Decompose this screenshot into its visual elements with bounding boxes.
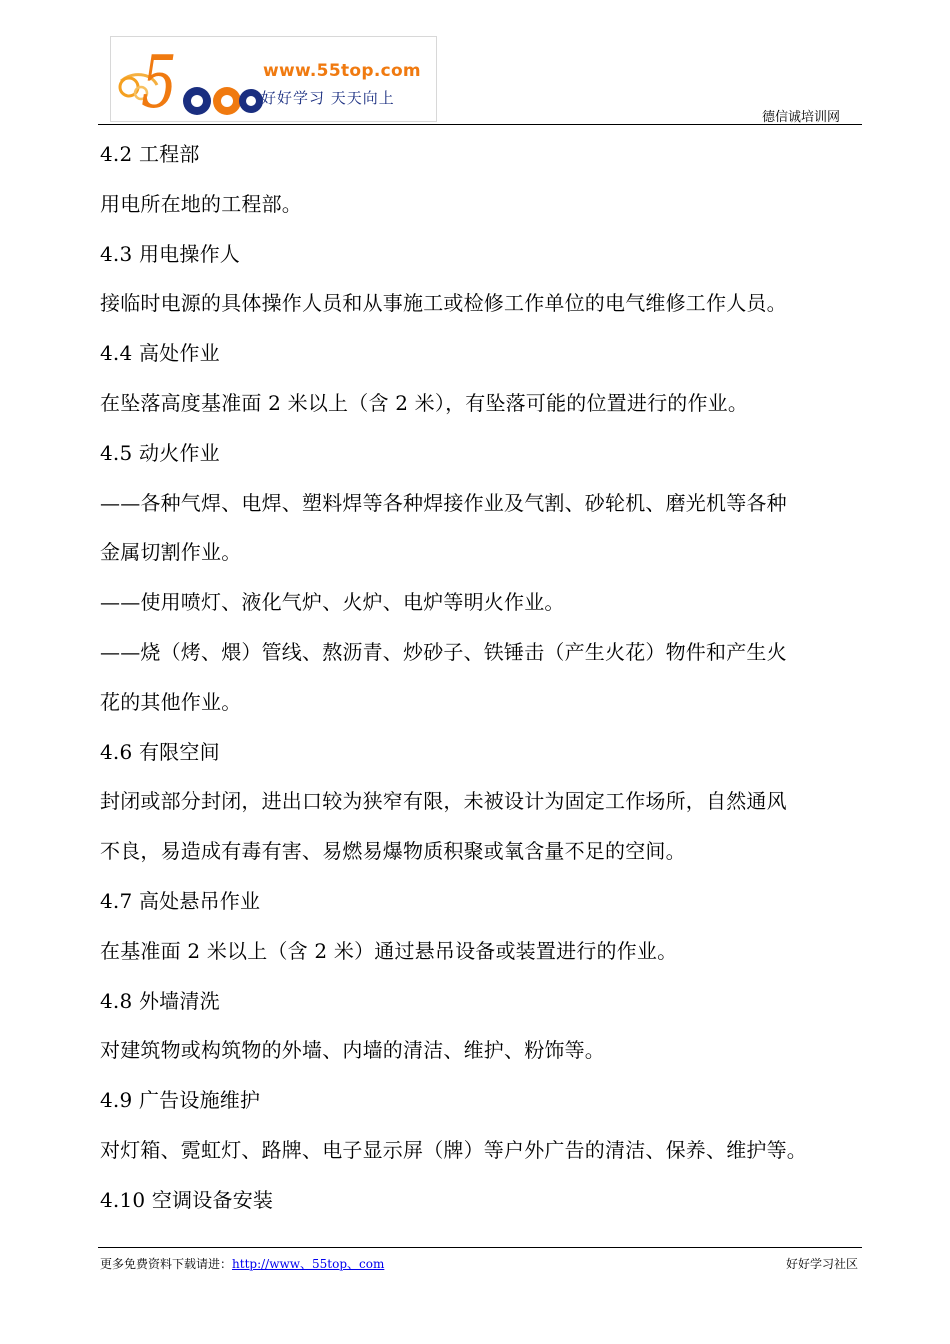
site-logo[interactable] (110, 36, 437, 122)
footer-label: 更多免费资料下载请进： (100, 1257, 233, 1271)
section-heading: 4.7 高处悬吊作业 (100, 888, 261, 913)
paragraph-line: 不良，易造成有毒有害、易燃易爆物质积聚或氧含量不足的空间。 (100, 839, 686, 864)
footer-community: 好好学习社区 (785, 1257, 858, 1271)
section-heading: 4.10 空调设备安装 (100, 1187, 274, 1212)
section-heading: 4.5 动火作业 (100, 440, 220, 465)
site-name: 德信诚培训网 (761, 110, 840, 125)
paragraph-line: 接临时电源的具体操作人员和从事施工或检修工作单位的电气维修工作人员。 (100, 291, 787, 316)
section-heading: 4.2 工程部 (100, 142, 200, 166)
footer-download-note (100, 1255, 384, 1272)
document-body (100, 130, 870, 1226)
section-heading: 4.4 高处作业 (100, 341, 220, 366)
paragraph-line: 在坠落高度基准面 2 米以上（含 2 米），有坠落可能的位置进行的作业。 (100, 390, 749, 415)
paragraph-line: 在基准面 2 米以上（含 2 米）通过悬吊设备或装置进行的作业。 (100, 938, 678, 963)
paragraph-line: ——使用喷灯、液化气炉、火炉、电炉等明火作业。 (100, 590, 565, 615)
paragraph-line: ——各种气焊、电焊、塑料焊等各种焊接作业及气割、砂轮机、磨光机等各种 (100, 490, 787, 515)
section-heading: 4.8 外墙清洗 (100, 988, 220, 1013)
logo-five: 5 (141, 40, 177, 121)
paragraph-line: 封闭或部分封闭，进出口较为狭窄有限，未被设计为固定工作场所，自然通风 (100, 789, 787, 814)
paragraph-line: ——烧（烤、煨）管线、熬沥青、炒砂子、铁锤击（产生火花）物件和产生火 (100, 639, 787, 664)
section-heading: 4.3 用电操作人 (100, 241, 240, 266)
paragraph-line: 对建筑物或构筑物的外墙、内墙的清洁、维护、粉饰等。 (100, 1038, 605, 1063)
paragraph-line: 花的其他作业。 (100, 689, 242, 714)
logo-slogan: 好好学习 天天向上 (261, 89, 395, 107)
section-heading: 4.6 有限空间 (100, 739, 220, 764)
footer-link[interactable]: http://www、55top、com (232, 1257, 385, 1271)
header-divider (98, 124, 862, 125)
logo-top-icon (175, 75, 265, 121)
paragraph-line: 金属切割作业。 (100, 540, 242, 565)
paragraph-line: 对灯箱、霓虹灯、路牌、电子显示屏（牌）等户外广告的清洁、保养、维护等。 (100, 1137, 807, 1162)
paragraph-line: 用电所在地的工程部。 (100, 191, 302, 216)
section-heading: 4.9 广告设施维护 (100, 1088, 261, 1113)
footer-divider (98, 1247, 862, 1248)
logo-url: www.55top.com (263, 61, 421, 81)
page-header (98, 36, 862, 126)
